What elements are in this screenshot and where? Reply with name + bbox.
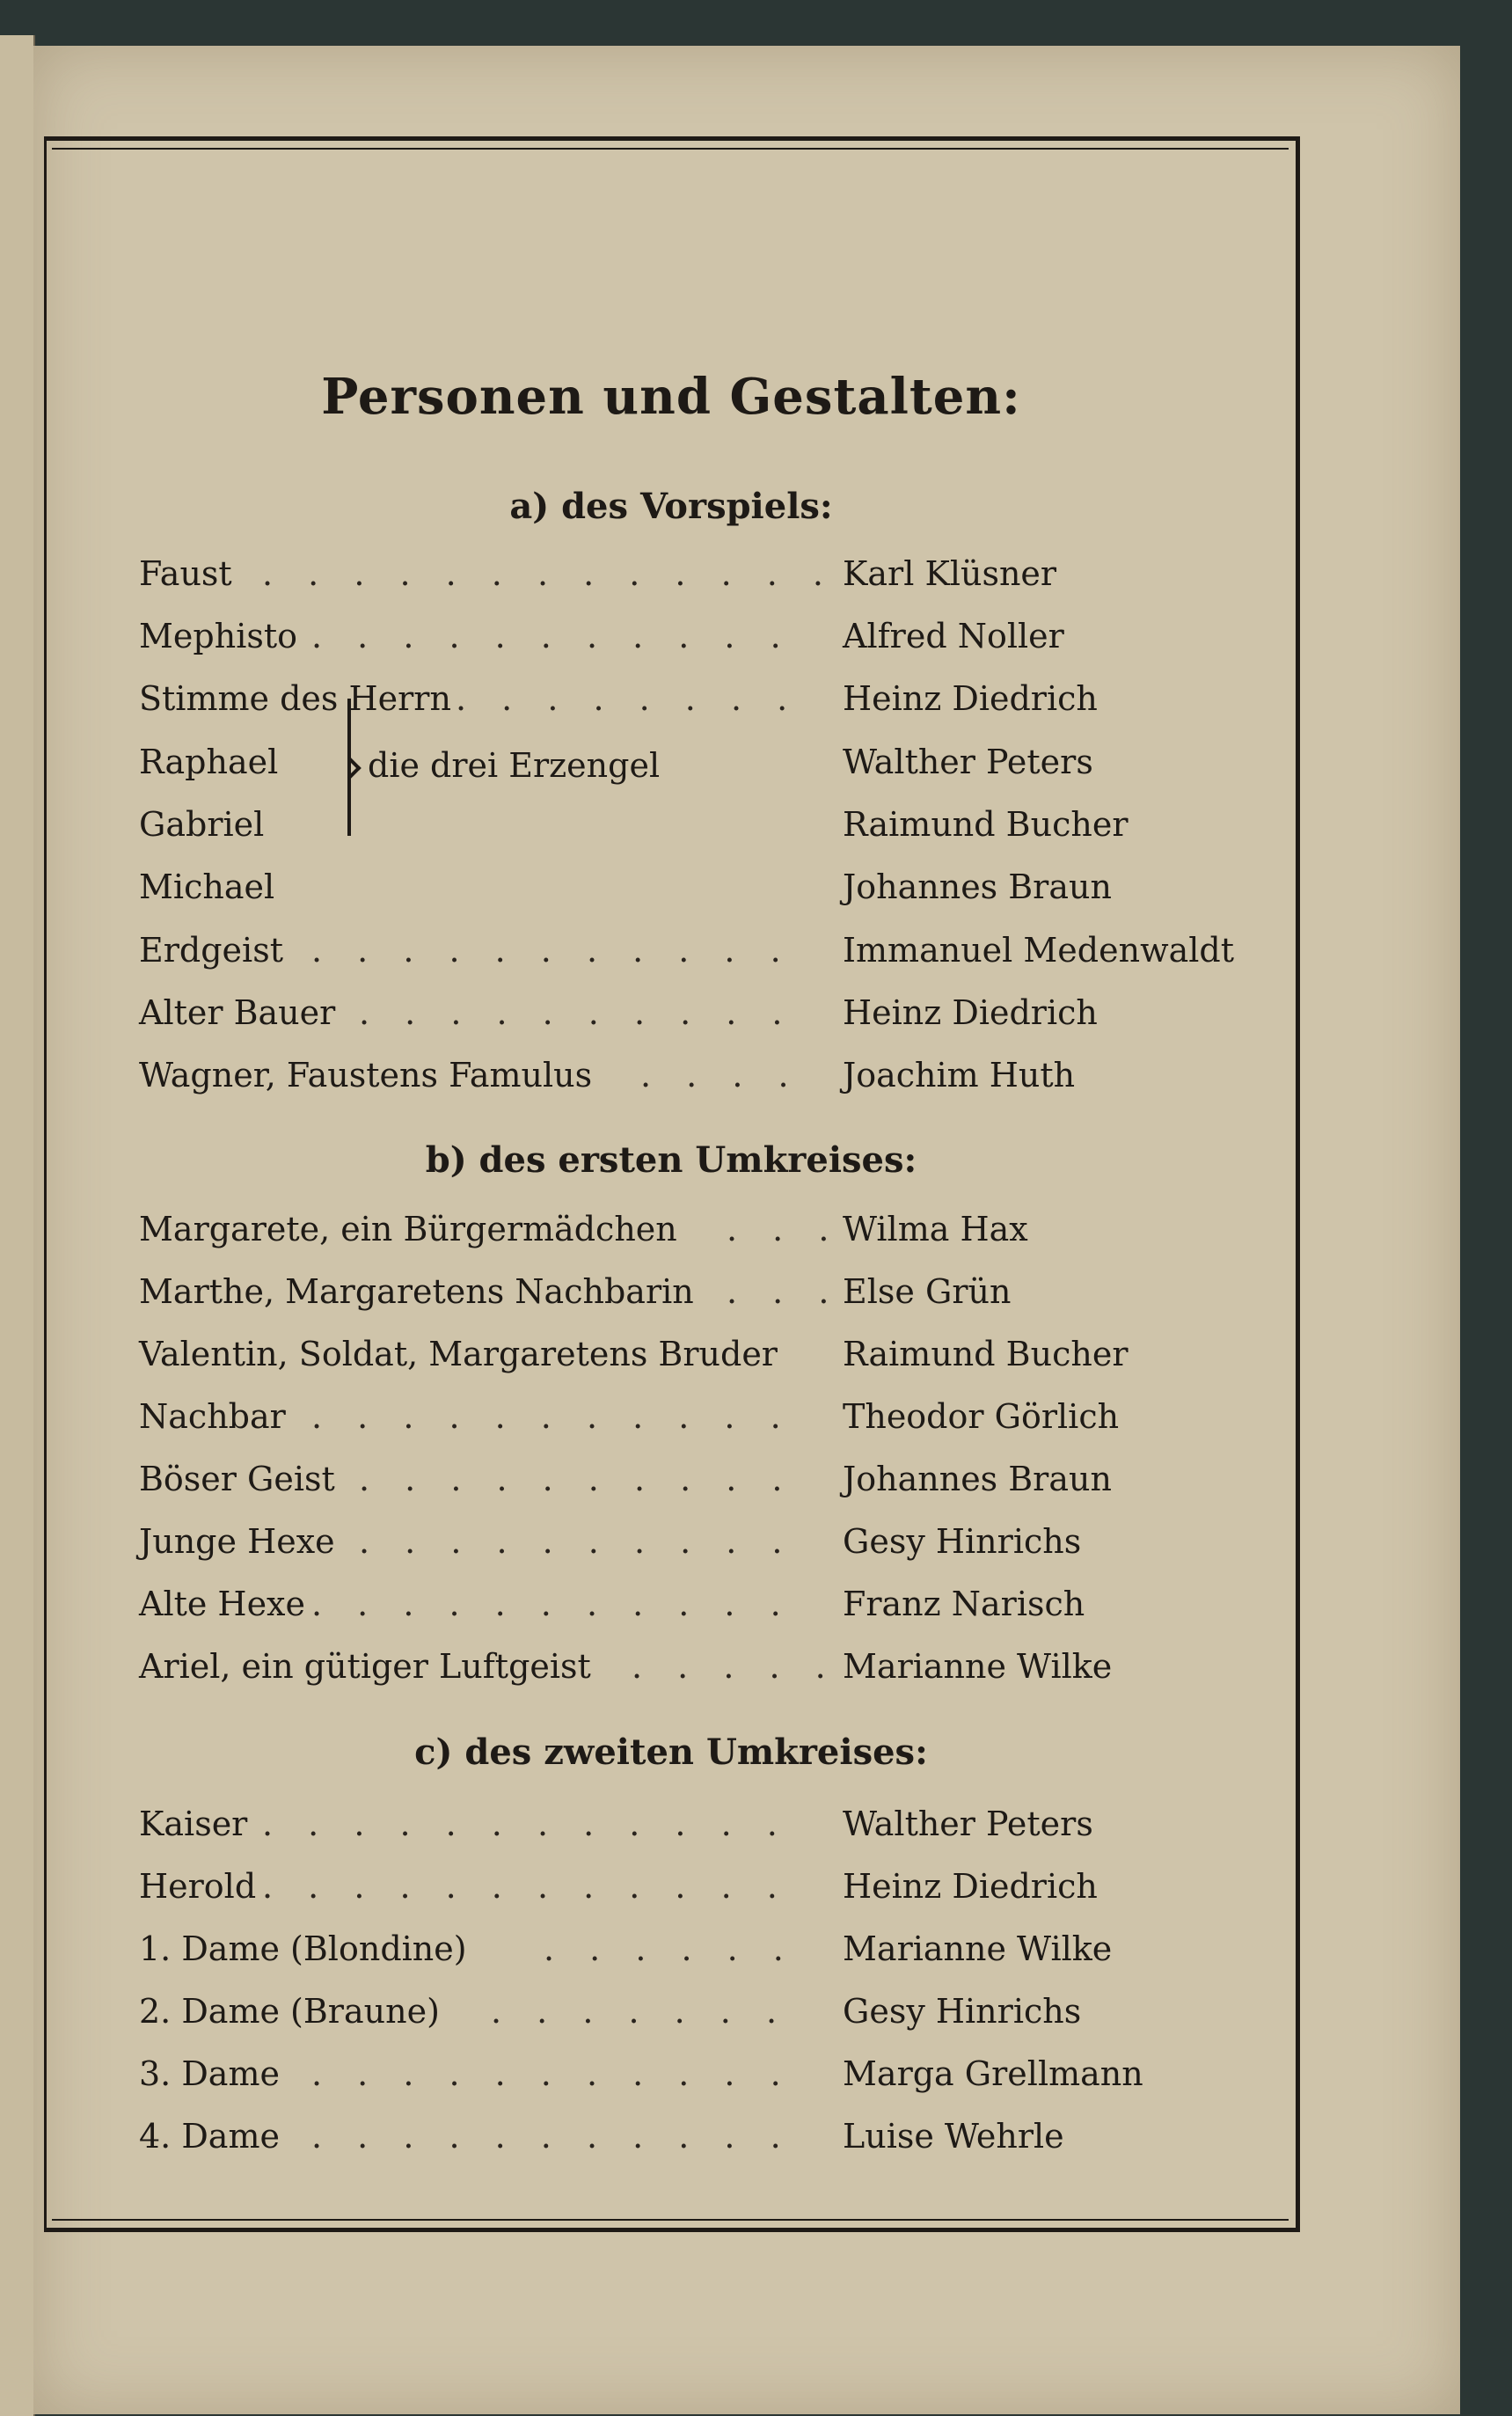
cast-row	[139, 554, 1212, 607]
actor-name: Heinz Diedrich	[843, 993, 1098, 1032]
cast-row	[139, 2054, 1212, 2107]
actor-name: Marianne Wilke	[843, 1929, 1113, 1968]
actor-name: Heinz Diedrich	[843, 679, 1098, 718]
leader-dots: . . . . . . . . . . .	[311, 2054, 793, 2093]
leader-dots: . . . . . . . . . . . .	[262, 1805, 790, 1843]
cast-row	[139, 1210, 1212, 1263]
leader-dots: . . . . .	[632, 1647, 838, 1686]
cast-row	[139, 805, 1212, 858]
actor-name: Walther Peters	[843, 743, 1093, 781]
role-name: Herold	[139, 1867, 257, 1906]
role-name: Alte Hexe	[139, 1585, 305, 1623]
leader-dots: . . . .	[640, 1056, 801, 1095]
cast-row	[139, 1647, 1212, 1700]
leader-dots: . . . . . .	[544, 1929, 796, 1968]
page-frame	[44, 136, 1300, 2232]
actor-name: Wilma Hax	[843, 1210, 1028, 1248]
role-name: Michael	[139, 868, 275, 906]
cast-row	[139, 679, 1212, 732]
actor-name: Franz Narisch	[843, 1585, 1085, 1623]
leader-dots: . . . . . . . . . . .	[311, 931, 793, 970]
cast-row	[139, 931, 1235, 984]
actor-name: Luise Wehrle	[843, 2117, 1064, 2156]
archangel-group-label: die drei Erzengel	[368, 746, 661, 785]
leader-dots: . . . . . . . . . . .	[311, 2117, 793, 2156]
leader-dots: . . . . . . . . . . .	[311, 1397, 793, 1436]
role-name: Mephisto	[139, 617, 297, 655]
cast-row	[139, 1805, 1212, 1857]
actor-name: Marga Grellmann	[843, 2054, 1143, 2093]
cast-row	[139, 1335, 1212, 1387]
leader-dots: . . .	[727, 1272, 842, 1311]
cast-row	[139, 1992, 1212, 2045]
role-name: Junge Hexe	[139, 1522, 335, 1561]
cast-row	[139, 1056, 1212, 1109]
cast-row	[139, 868, 1212, 920]
role-name: Gabriel	[139, 805, 265, 844]
leader-dots: . . . . . . . . . .	[359, 993, 795, 1032]
role-name: Kaiser	[139, 1805, 248, 1843]
cast-row	[139, 743, 1212, 795]
binding-edge	[0, 35, 35, 2416]
section-heading-c: c) des zweiten Umkreises:	[414, 1731, 928, 1773]
actor-name: Karl Klüsner	[843, 554, 1057, 593]
actor-name: Heinz Diedrich	[843, 1867, 1098, 1906]
role-name: Wagner, Faustens Famulus	[139, 1056, 593, 1095]
actor-name: Immanuel Medenwaldt	[843, 931, 1235, 970]
actor-name: Gesy Hinrichs	[843, 1992, 1082, 2031]
actor-name: Raimund Bucher	[843, 805, 1129, 844]
actor-name: Theodor Görlich	[843, 1397, 1120, 1436]
role-name: Erdgeist	[139, 931, 283, 970]
role-name: 1. Dame (Blondine)	[139, 1929, 467, 1968]
actor-name: Johannes Braun	[843, 1460, 1112, 1498]
cast-row	[139, 993, 1212, 1046]
cast-row	[139, 1272, 1212, 1325]
cast-row	[139, 1397, 1212, 1450]
page-title: Personen und Gestalten:	[321, 368, 1021, 426]
role-name: 2. Dame (Braune)	[139, 1992, 440, 2031]
actor-name: Raimund Bucher	[843, 1335, 1129, 1373]
actor-name: Alfred Noller	[843, 617, 1064, 655]
actor-name: Joachim Huth	[843, 1056, 1076, 1095]
leader-dots: . . . . . . . .	[456, 679, 800, 718]
cast-row	[139, 1522, 1212, 1575]
cast-row	[139, 1929, 1212, 1982]
leader-dots: . . . . . . .	[491, 1992, 790, 2031]
leader-dots: . . .	[727, 1210, 842, 1248]
leader-dots: . . . . . . . . . .	[359, 1460, 795, 1498]
cast-row	[139, 1867, 1212, 1920]
actor-name: Gesy Hinrichs	[843, 1522, 1082, 1561]
role-name: Raphael	[139, 743, 279, 781]
role-name: 4. Dame	[139, 2117, 280, 2156]
section-heading-b: b) des ersten Umkreises:	[425, 1139, 917, 1181]
leader-dots: . . . . . . . . . . .	[311, 617, 793, 655]
role-name: Margarete, ein Bürgermädchen	[139, 1210, 677, 1248]
actor-name: Marianne Wilke	[843, 1647, 1113, 1686]
cast-row	[139, 617, 1212, 670]
actor-name: Else Grün	[843, 1272, 1012, 1311]
section-heading-a: a) des Vorspiels:	[509, 486, 833, 527]
leader-dots: . . . . . . . . . . . .	[262, 1867, 790, 1906]
cast-row	[139, 1585, 1212, 1637]
role-name: Faust	[139, 554, 232, 593]
program-page	[33, 46, 1460, 2414]
leader-dots: . . . . . . . . . . . . .	[262, 554, 836, 593]
actor-name: Johannes Braun	[843, 868, 1112, 906]
role-name: Böser Geist	[139, 1460, 335, 1498]
leader-dots: . . . . . . . . . . .	[311, 1585, 793, 1623]
role-name: Nachbar	[139, 1397, 286, 1436]
actor-name: Walther Peters	[843, 1805, 1093, 1843]
role-name: Alter Bauer	[139, 993, 336, 1032]
cast-row	[139, 2117, 1212, 2170]
role-name: Stimme des Herrn	[139, 679, 451, 718]
role-name: Ariel, ein gütiger Luftgeist	[139, 1647, 591, 1686]
cast-row	[139, 1460, 1212, 1512]
role-name: Marthe, Margaretens Nachbarin	[139, 1272, 694, 1311]
role-name: 3. Dame	[139, 2054, 280, 2093]
role-name: Valentin, Soldat, Margaretens Bruder	[139, 1335, 778, 1373]
leader-dots: . . . . . . . . . .	[359, 1522, 795, 1561]
